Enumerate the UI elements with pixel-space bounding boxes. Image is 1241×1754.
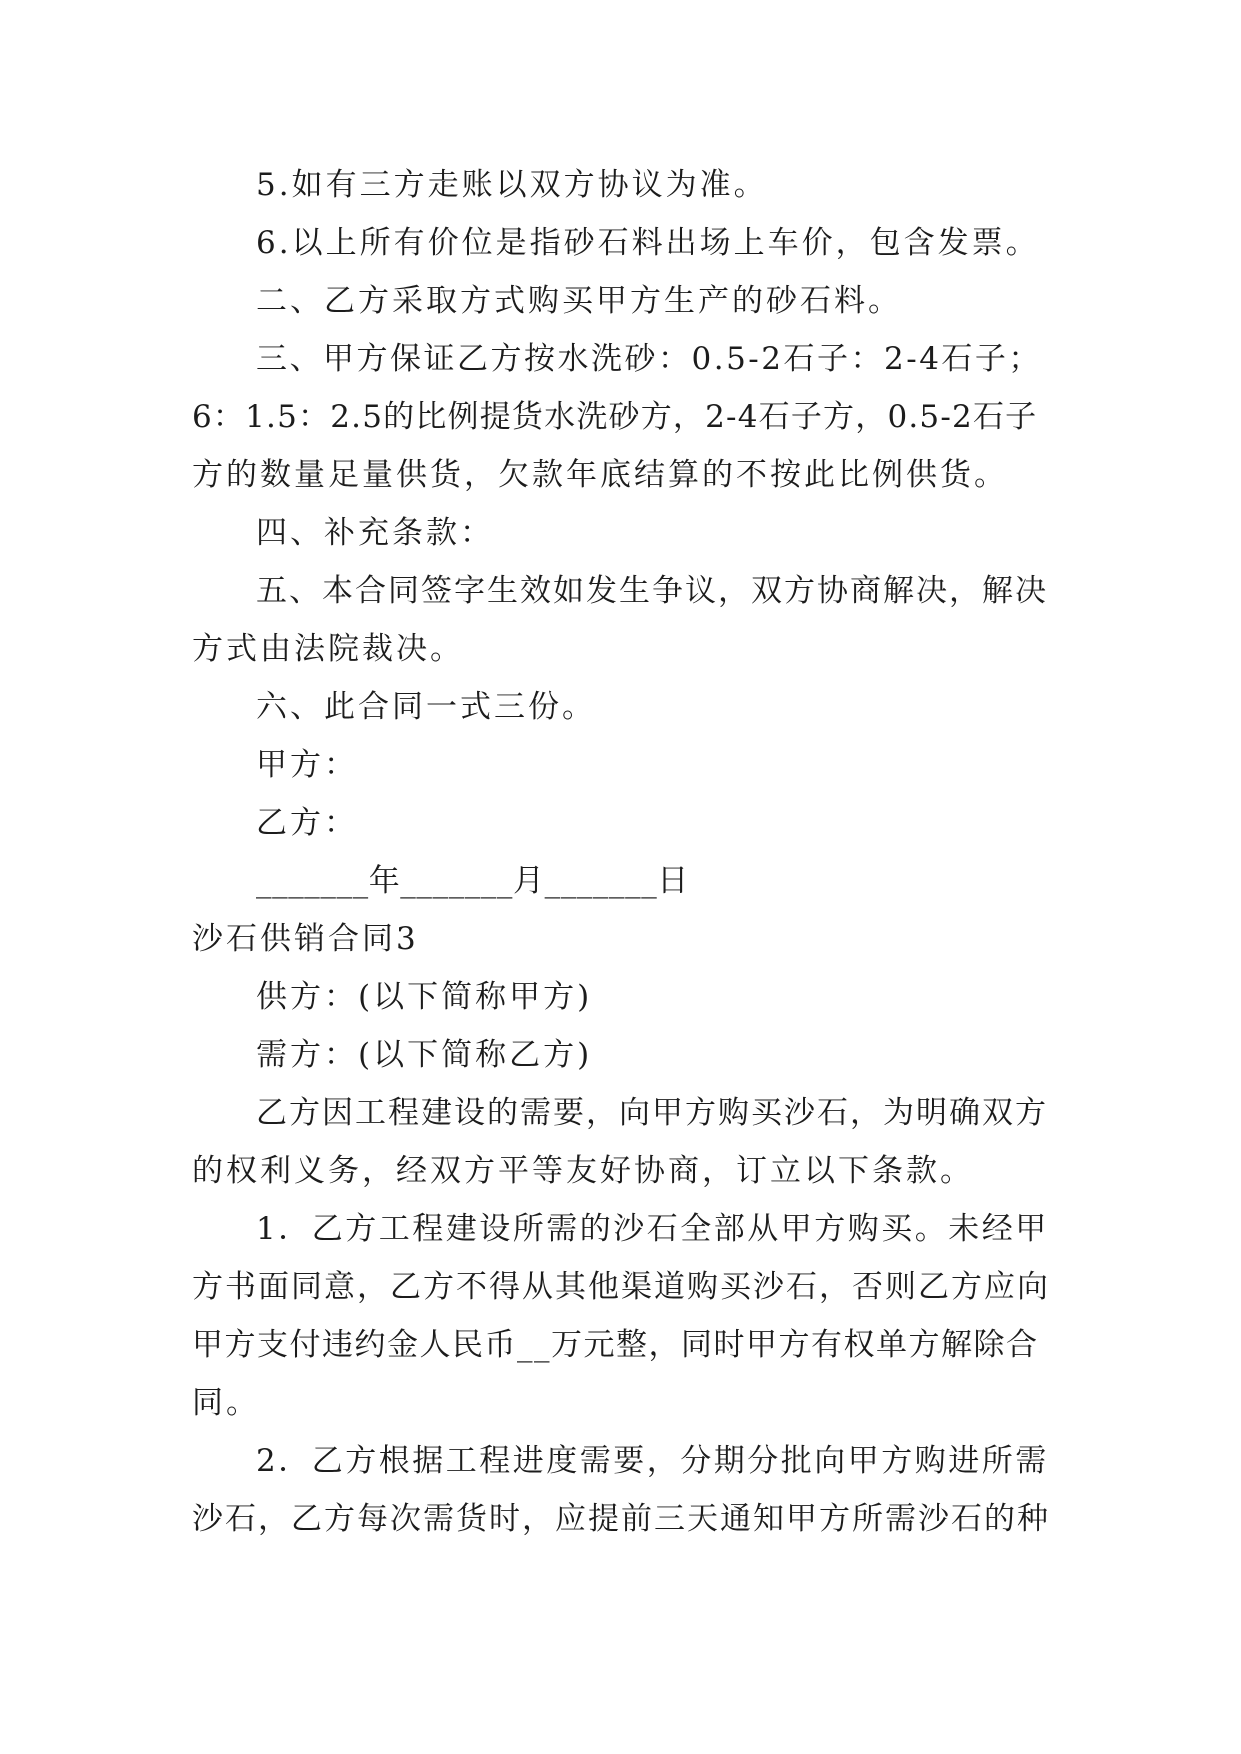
contract-3-title: 沙石供销合同3 bbox=[192, 921, 419, 957]
article-1-line-4: 同。 bbox=[192, 1385, 260, 1421]
section-2-purchase-method: 二、乙方采取方式购买甲方生产的砂石料。 bbox=[256, 283, 902, 319]
section-5-dispute-line-2: 方式由法院裁决。 bbox=[192, 631, 464, 667]
article-1-line-1: 1．乙方工程建设所需的沙石全部从甲方购买。未经甲 bbox=[256, 1211, 1049, 1247]
article-1-line-3: 甲方支付违约金人民币__万元整，同时甲方有权单方解除合 bbox=[192, 1327, 1039, 1363]
article-1-line-2: 方书面同意，乙方不得从其他渠道购买沙石，否则乙方应向 bbox=[192, 1269, 1050, 1305]
preamble-line-2: 的权利义务，经双方平等友好协商，订立以下条款。 bbox=[192, 1153, 974, 1189]
supplier-party-label: 供方：(以下简称甲方) bbox=[256, 979, 593, 1015]
article-2-line-2: 沙石，乙方每次需货时，应提前三天通知甲方所需沙石的种 bbox=[192, 1501, 1050, 1537]
section-3-supply-ratio-line-3: 方的数量足量供货，欠款年底结算的不按此比例供货。 bbox=[192, 457, 1008, 493]
section-3-supply-ratio-line-1: 三、甲方保证乙方按水洗砂：0.5-2石子：2-4石子； bbox=[256, 341, 1042, 377]
clause-6-price-definition: 6.以上所有价位是指砂石料出场上车价，包含发票。 bbox=[256, 225, 1040, 261]
section-5-dispute-line-1: 五、本合同签字生效如发生争议，双方协商解决，解决 bbox=[256, 573, 1048, 609]
section-6-copies: 六、此合同一式三份。 bbox=[256, 689, 596, 725]
preamble-line-1: 乙方因工程建设的需要，向甲方购买沙石，为明确双方 bbox=[256, 1095, 1048, 1131]
signing-date-blank: _______年_______月_______日 bbox=[256, 863, 689, 899]
article-2-line-1: 2．乙方根据工程进度需要，分期分批向甲方购进所需 bbox=[256, 1443, 1049, 1479]
party-b-signature-label: 乙方： bbox=[256, 805, 358, 841]
section-3-supply-ratio-line-2: 6：1.5：2.5的比例提货水洗砂方，2-4石子方，0.5-2石子 bbox=[192, 399, 1038, 435]
buyer-party-label: 需方：(以下简称乙方) bbox=[256, 1037, 593, 1073]
clause-5-third-party-payment: 5.如有三方走账以双方协议为准。 bbox=[256, 167, 768, 203]
party-a-signature-label: 甲方： bbox=[256, 747, 358, 783]
section-4-supplementary-terms: 四、补充条款： bbox=[256, 515, 494, 551]
